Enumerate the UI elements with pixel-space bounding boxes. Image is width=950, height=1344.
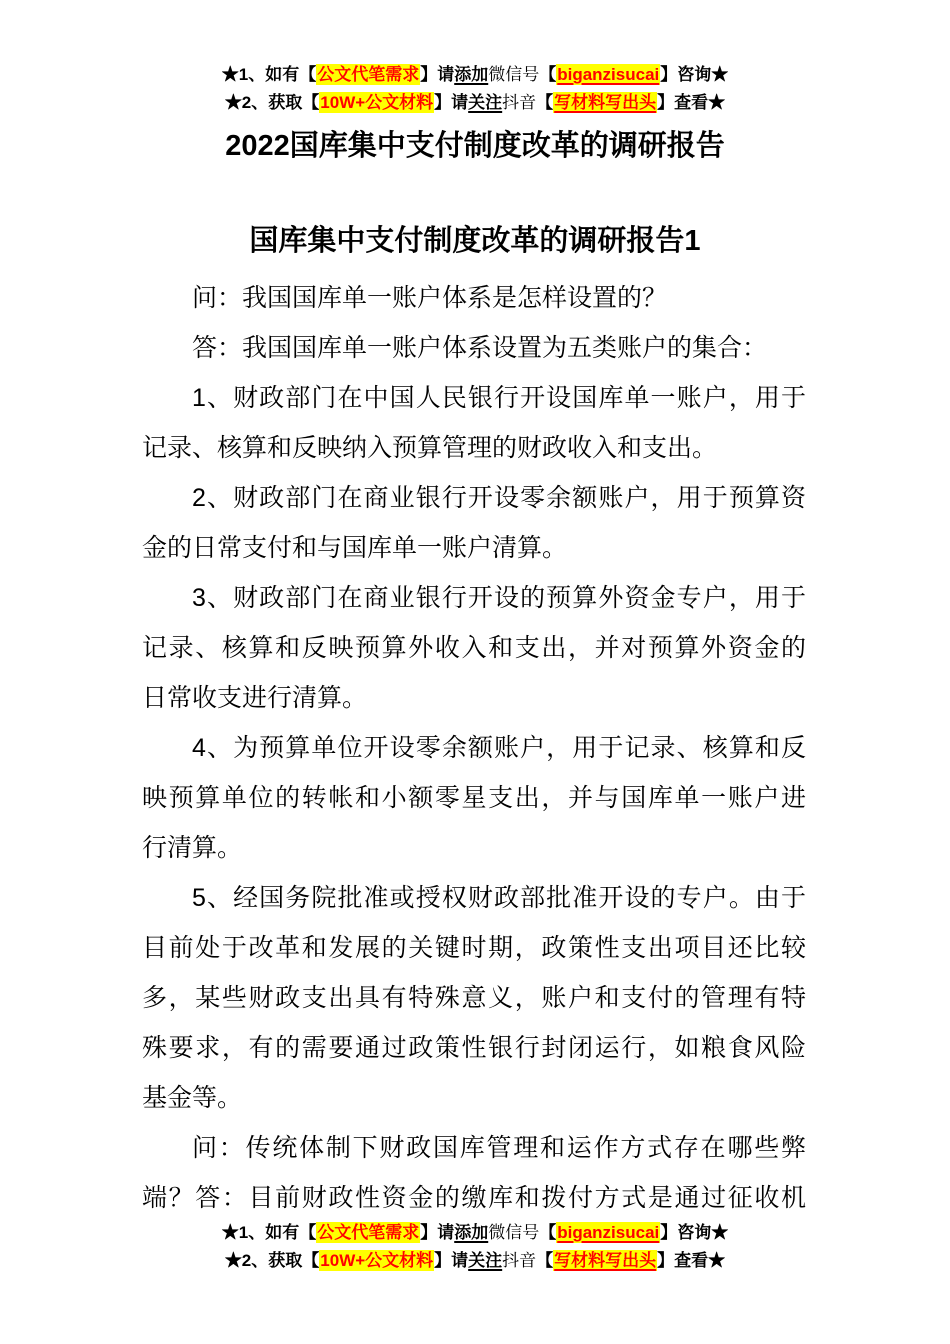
document-title: 2022国库集中支付制度改革的调研报告 <box>225 130 725 162</box>
body-paragraph <box>142 723 806 873</box>
body-line: 金的日常支付和与国库单一账户清算。 <box>142 534 568 562</box>
promo-bracket-open: 【 <box>536 93 554 112</box>
promo-douyin-id: 写材料写出头 <box>554 1251 657 1270</box>
promo-suffix: 】咨询★ <box>660 65 729 84</box>
promo-material-keyword: 10W+公文材料 <box>320 93 434 112</box>
promo-action-add: 添加 <box>454 65 489 84</box>
promo-footer <box>0 1219 950 1275</box>
body-line: 基金等。 <box>142 1084 243 1112</box>
promo-prefix: ★1、如有【 <box>221 65 317 84</box>
promo-action-follow: 关注 <box>468 93 503 112</box>
body-line: 问：传统体制下财政国库管理和运作方式存在哪些弊 <box>192 1134 806 1162</box>
promo-service-keyword: 公文代笔需求 <box>317 65 420 84</box>
body-line: 记录、核算和反映预算外收入和支出，并对预算外资金的 <box>142 634 806 662</box>
promo-suffix: 】查看★ <box>657 93 726 112</box>
promo-wechat-label: 微信号 <box>488 1223 540 1242</box>
promo-service-keyword: 公文代笔需求 <box>317 1223 420 1242</box>
body-line: 答：我国国库单一账户体系设置为五类账户的集合： <box>192 334 768 362</box>
promo-prefix: ★2、获取【 <box>224 93 320 112</box>
promo-material-keyword: 10W+公文材料 <box>320 1251 434 1270</box>
body-line: 记录、核算和反映纳入预算管理的财政收入和支出。 <box>142 434 718 462</box>
promo-suffix: 】咨询★ <box>660 1223 729 1242</box>
body-line: 映预算单位的转帐和小额零星支出，并与国库单一账户进 <box>142 784 806 812</box>
promo-bracket-close: 】请 <box>434 1251 469 1270</box>
body-line: 殊要求，有的需要通过政策性银行封闭运行，如粮食风险 <box>142 1034 806 1062</box>
body-line: 3、财政部门在商业银行开设的预算外资金专户，用于 <box>192 584 806 612</box>
promo-line <box>0 1219 950 1247</box>
body-paragraph <box>142 1123 806 1223</box>
body-paragraph <box>142 573 806 723</box>
promo-line <box>0 89 950 117</box>
body-line: 日常收支进行清算。 <box>142 684 368 712</box>
promo-wechat-label: 微信号 <box>488 65 540 84</box>
body-paragraph <box>142 373 806 473</box>
section-title: 国库集中支付制度改革的调研报告1 <box>249 225 701 257</box>
body-line: 4、为预算单位开设零余额账户，用于记录、核算和反 <box>192 734 806 762</box>
promo-bracket-close: 】请 <box>420 65 455 84</box>
body-line: 行清算。 <box>142 834 243 862</box>
body-line: 5、经国务院批准或授权财政部批准开设的专户。由于 <box>192 884 806 912</box>
body-line: 2、财政部门在商业银行开设零余额账户，用于预算资 <box>192 484 806 512</box>
body-line: 目前处于改革和发展的关键时期，政策性支出项目还比较 <box>142 934 806 962</box>
body-paragraph <box>142 323 806 373</box>
body-paragraph <box>142 473 806 573</box>
promo-bracket-open: 【 <box>536 1251 554 1270</box>
promo-douyin-id: 写材料写出头 <box>554 93 657 112</box>
promo-douyin-label: 抖音 <box>502 93 537 112</box>
promo-line <box>0 61 950 89</box>
promo-prefix: ★2、获取【 <box>224 1251 320 1270</box>
promo-suffix: 】查看★ <box>657 1251 726 1270</box>
promo-header <box>0 61 950 117</box>
body-line: 多，某些财政支出具有特殊意义，账户和支付的管理有特 <box>142 984 806 1012</box>
promo-douyin-label: 抖音 <box>502 1251 537 1270</box>
promo-wechat-id: biganzisucai <box>557 65 660 84</box>
body-paragraph <box>142 273 806 323</box>
promo-prefix: ★1、如有【 <box>221 1223 317 1242</box>
promo-line <box>0 1247 950 1275</box>
body-line: 1、财政部门在中国人民银行开设国库单一账户，用于 <box>192 384 806 412</box>
promo-action-follow: 关注 <box>468 1251 503 1270</box>
body-line: 端？答：目前财政性资金的缴库和拨付方式是通过征收机 <box>142 1184 806 1212</box>
promo-bracket-close: 】请 <box>434 93 469 112</box>
promo-bracket-open: 【 <box>539 1223 557 1242</box>
promo-bracket-open: 【 <box>539 65 557 84</box>
promo-bracket-close: 】请 <box>420 1223 455 1242</box>
promo-action-add: 添加 <box>454 1223 489 1242</box>
document-body <box>142 273 806 1223</box>
body-line: 问：我国国库单一账户体系是怎样设置的？ <box>192 284 668 312</box>
promo-wechat-id: biganzisucai <box>557 1223 660 1242</box>
body-paragraph <box>142 873 806 1123</box>
